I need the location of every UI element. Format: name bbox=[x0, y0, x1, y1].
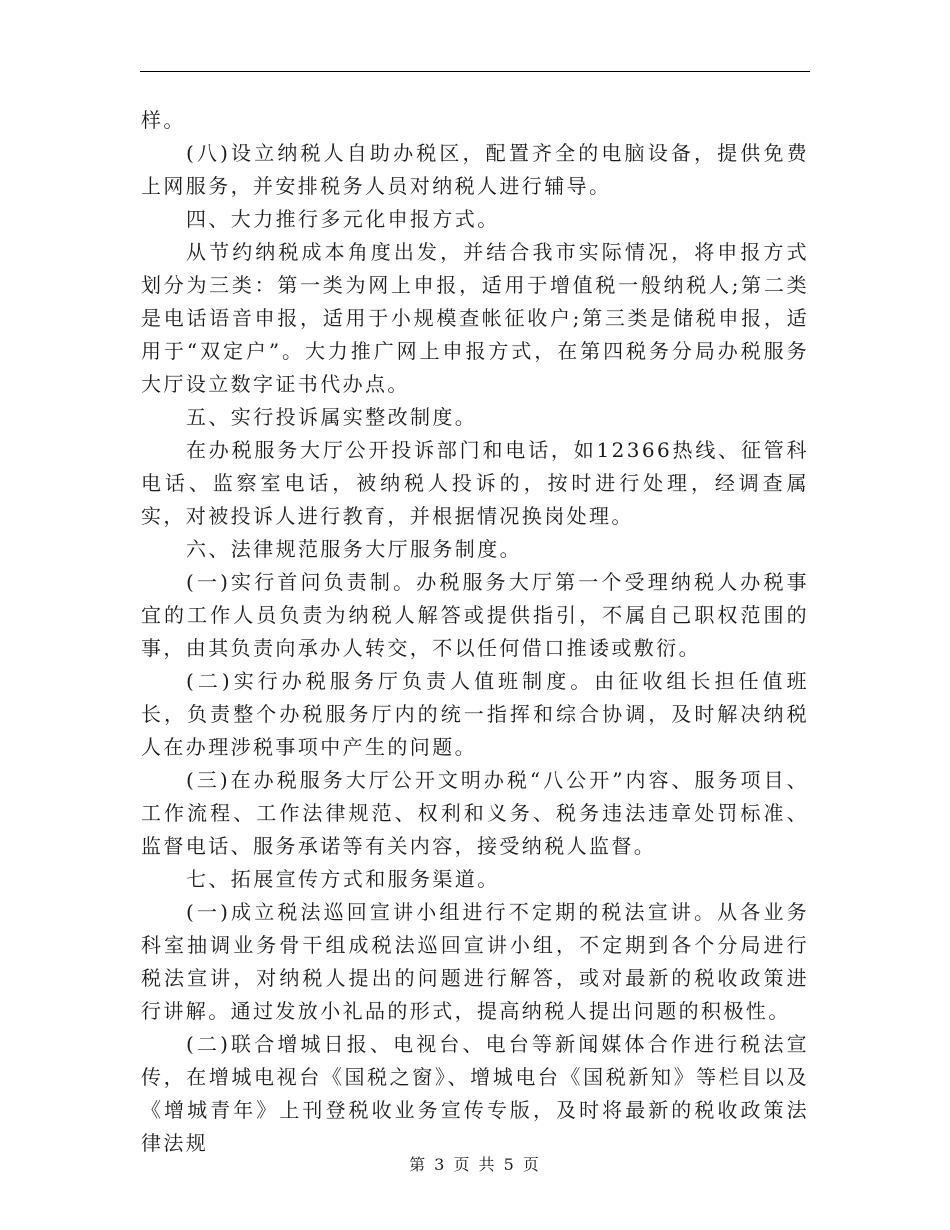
page-footer: 第 3 页 共 5 页 bbox=[409, 1155, 541, 1174]
paragraph: 从节约纳税成本角度出发，并结合我市实际情况，将申报方式划分为三类：第一类为网上申报，适用于增值税一般纳税人;第二类是电话语音申报，适用于小规模查帐征收户;第三类是储税申报，适用于“双定户”。大力推广网上申报方式，在第四税务分局办税服务大厅设立数字证书代办点。 bbox=[141, 240, 809, 396]
section-heading: 四、大力推行多元化申报方式。 bbox=[186, 207, 500, 231]
paragraph: 在办税服务大厅公开投诉部门和电话，如12366热线、征管科电话、监察室电话，被纳税人投诉的，按时进行处理，经调查属实，对被投诉人进行教育，并根据情况换岗处理。 bbox=[141, 438, 809, 528]
paragraph: (二)实行办税服务厅负责人值班制度。由征收组长担任值班长，负责整个办税服务厅内的统一指挥和综合协调，及时解决纳税人在办理涉税事项中产生的问题。 bbox=[141, 669, 809, 759]
section-heading: 六、法律规范服务大厅服务制度。 bbox=[186, 537, 522, 561]
page-body bbox=[141, 104, 809, 1160]
paragraph: (三)在办税服务大厅公开文明办税“八公开”内容、服务项目、工作流程、工作法律规范、权利和义务、税务违法违章处罚标准、监督电话、服务承诺等有关内容，接受纳税人监督。 bbox=[141, 768, 809, 858]
section-heading: 五、实行投诉属实整改制度。 bbox=[186, 405, 478, 429]
paragraph: (一)成立税法巡回宣讲小组进行不定期的税法宣讲。从各业务科室抽调业务骨干组成税法巡回宣讲小组，不定期到各个分局进行税法宣讲，对纳税人提出的问题进行解答，或对最新的税收政策进行讲解。通过发放小礼品的形式，提高纳税人提出问题的积极性。 bbox=[141, 900, 809, 1023]
paragraph: (八)设立纳税人自助办税区，配置齐全的电脑设备，提供免费上网服务，并安排税务人员对纳税人进行辅导。 bbox=[141, 141, 809, 198]
section-heading: 七、拓展宣传方式和服务渠道。 bbox=[186, 867, 500, 891]
paragraph: (一)实行首问负责制。办税服务大厅第一个受理纳税人办税事宜的工作人员负责为纳税人解答或提供指引，不属自己职权范围的事，由其负责向承办人转交，不以任何借口推诿或敷衍。 bbox=[141, 570, 809, 660]
header-rule bbox=[140, 71, 810, 72]
paragraph: (二)联合增城日报、电视台、电台等新闻媒体合作进行税法宣传，在增城电视台《国税之窗》、增城电台《国税新知》等栏目以及《增城青年》上刊登税收业务宣传专版，及时将最新的税收政策法律法规 bbox=[141, 1032, 809, 1155]
paragraph: 样。 bbox=[141, 108, 186, 132]
